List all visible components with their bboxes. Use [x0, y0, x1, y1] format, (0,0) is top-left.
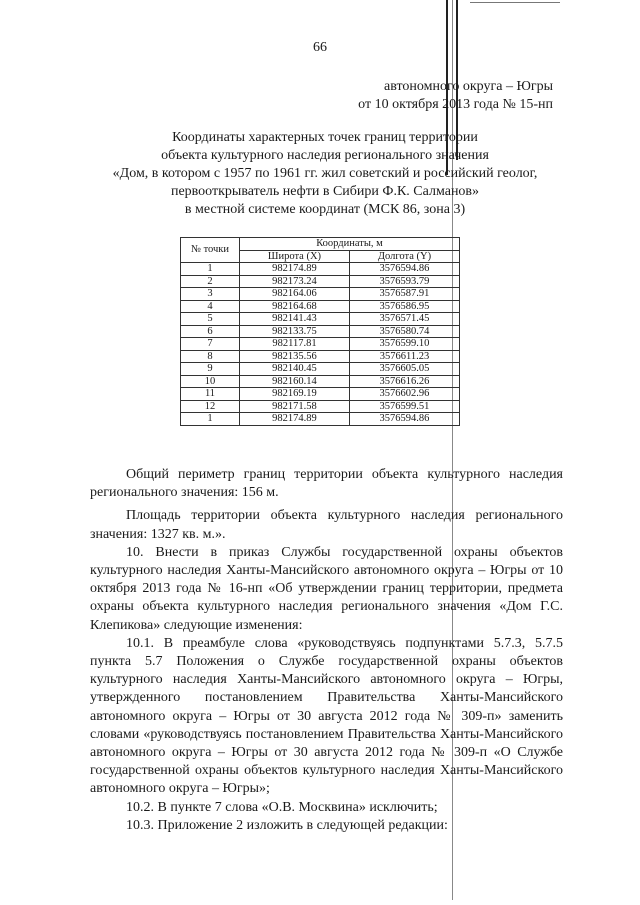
latitude-cell: 982140.45: [240, 363, 350, 376]
point-number-cell: 2: [181, 275, 240, 288]
reference-line: автономного округа – Югры: [384, 79, 553, 94]
paragraph-item-10-3: 10.3. Приложение 2 изложить в следующей редакции:: [126, 817, 448, 833]
table-row: [181, 413, 460, 426]
point-number-cell: 1: [181, 413, 240, 426]
column-header-longitude: Долгота (Y): [349, 250, 459, 263]
paragraph-item-10-1: 10.1. В преамбуле слова «руководствуясь подпунктами 5.7.3, 5.7.5 пункта 5.7 Положения о Службе государственной охраны объектов культурного наследия Ханты-Мансийского автономного округа – Югры, утвержденного постановлением Правительства Ханты-Мансийского автономного округа – Югры от 30 августа 2012 года № 309-п» заменить словами «руководствуясь постановлением Правительства Ханты-Мансийского автономного округа – Югры от 30 августа 2012 года № 309-п «О Службе государственной охраны объектов культурного наследия Ханты-Мансийского автономного округа – Югры»;: [90, 635, 563, 797]
latitude-cell: 982164.68: [240, 300, 350, 313]
latitude-cell: 982135.56: [240, 350, 350, 363]
latitude-cell: 982173.24: [240, 275, 350, 288]
point-number-cell: 3: [181, 288, 240, 301]
latitude-cell: 982133.75: [240, 325, 350, 338]
latitude-cell: 982117.81: [240, 338, 350, 351]
title-line: объекта культурного наследия регионального значения: [161, 148, 489, 163]
body-text: [90, 466, 563, 835]
table-row: [181, 400, 460, 413]
column-header-coordinates: Координаты, м: [240, 238, 460, 251]
longitude-cell: 3576594.86: [349, 413, 459, 426]
longitude-cell: 3576593.79: [349, 275, 459, 288]
table-row: [181, 363, 460, 376]
title-line: Координаты характерных точек границ территории: [172, 130, 478, 145]
reference-line: от 10 октября 2013 года № 15-нп: [358, 97, 553, 112]
column-header-point: № точки: [181, 238, 240, 263]
longitude-cell: 3576571.45: [349, 313, 459, 326]
title-line: первооткрыватель нефти в Сибири Ф.К. Салманов»: [170, 184, 480, 199]
paragraph-item-10: 10. Внести в приказ Службы государственной охраны объектов культурного наследия Ханты-Мансийского автономного округа – Югры от 10 октября 2013 года № 16-нп «Об утверждении границ территории, предмета охраны объекта культурного наследия регионального значения «Дом Г.С. Клепикова» следующие изменения:: [90, 544, 563, 633]
latitude-cell: 982141.43: [240, 313, 350, 326]
point-number-cell: 9: [181, 363, 240, 376]
column-header-latitude: Широта (X): [240, 250, 350, 263]
longitude-cell: 3576599.10: [349, 338, 459, 351]
title-line: «Дом, в котором с 1957 по 1961 гг. жил советский и российский геолог,: [112, 166, 538, 181]
point-number-cell: 12: [181, 400, 240, 413]
document-reference: [358, 78, 553, 114]
longitude-cell: 3576602.96: [349, 388, 459, 401]
latitude-cell: 982160.14: [240, 375, 350, 388]
table-row: [181, 350, 460, 363]
latitude-cell: 982164.06: [240, 288, 350, 301]
table-row: [181, 388, 460, 401]
coordinates-title: [80, 129, 570, 219]
scan-edge-line: [470, 2, 560, 3]
paragraph-perimeter: Общий периметр границ территории объекта культурного наследия регионального значения: 156 м.: [90, 467, 563, 501]
paragraph-item-10-2: 10.2. В пункте 7 слова «О.В. Москвина» исключить;: [126, 799, 438, 815]
point-number-cell: 11: [181, 388, 240, 401]
table-row: [181, 300, 460, 313]
point-number-cell: 1: [181, 263, 240, 276]
longitude-cell: 3576586.95: [349, 300, 459, 313]
longitude-cell: 3576580.74: [349, 325, 459, 338]
point-number-cell: 6: [181, 325, 240, 338]
longitude-cell: 3576611.23: [349, 350, 459, 363]
point-number-cell: 4: [181, 300, 240, 313]
longitude-cell: 3576616.26: [349, 375, 459, 388]
point-number-cell: 8: [181, 350, 240, 363]
table-row: [181, 313, 460, 326]
point-number-cell: 7: [181, 338, 240, 351]
table-row: [181, 275, 460, 288]
latitude-cell: 982174.89: [240, 263, 350, 276]
point-number-cell: 10: [181, 375, 240, 388]
longitude-cell: 3576599.51: [349, 400, 459, 413]
longitude-cell: 3576605.05: [349, 363, 459, 376]
table-row: [181, 263, 460, 276]
latitude-cell: 982169.19: [240, 388, 350, 401]
table-row: [181, 375, 460, 388]
page-number: 66: [313, 40, 327, 55]
table-row: [181, 288, 460, 301]
latitude-cell: 982171.58: [240, 400, 350, 413]
table-row: [181, 325, 460, 338]
coordinates-table: [180, 237, 460, 426]
longitude-cell: 3576594.86: [349, 263, 459, 276]
longitude-cell: 3576587.91: [349, 288, 459, 301]
latitude-cell: 982174.89: [240, 413, 350, 426]
paragraph-area: Площадь территории объекта культурного наследия регионального значения: 1327 кв. м.».: [90, 508, 563, 542]
title-line: в местной системе координат (МСК 86, зона 3): [184, 202, 466, 217]
table-row: [181, 338, 460, 351]
point-number-cell: 5: [181, 313, 240, 326]
